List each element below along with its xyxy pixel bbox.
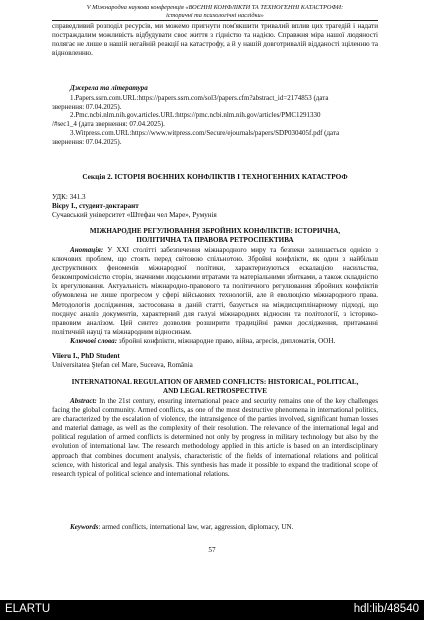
- keywords-en-label: Keywords: [70, 523, 99, 531]
- abstract-ua: [52, 246, 378, 337]
- keywords-en: [52, 523, 378, 532]
- references-heading: Джерела та література: [70, 84, 148, 92]
- article-title-ua: [52, 227, 378, 245]
- abstract-en: [52, 397, 378, 479]
- footer-handle: hdl:lib/48540: [353, 603, 419, 615]
- reference-item-3: 3.Witpress.com.URL:https://www.witpress.com/Secure/ejournals/papers/SDP030405f.pdf (дата: [70, 128, 340, 137]
- article-title-en: [52, 378, 378, 396]
- reference-item-3-cont: звернення: 07.04.2025).: [52, 137, 122, 146]
- article-title-en-line2: AND LEGAL RETROSPECTIVE: [162, 387, 268, 396]
- udc-code: УДК: 341.3: [52, 193, 86, 201]
- footer-repository-name: ELARTU: [5, 603, 51, 615]
- author-ua: Вієру І., студент-доктарант: [52, 202, 139, 210]
- intro-paragraph: справедливий розподіл ресурсів, ми можемо пригнути пом'якшити тривалий вплив цих трагедій і надати постраждалим можливість відбудувати своє життя з гідністю та надією. Справжня міра нашої людяності полягає не лише в нашій негайній реакції на катастрофу, а й у нашій довготривалій відданості зціленню та відновленню.: [52, 22, 378, 58]
- reference-item-2-cont: /#sec1_4 (дата звернення: 07.04.2025).: [52, 120, 165, 129]
- affiliation-ua: Сучавський університет «Штефан чел Маре», Румунія: [52, 211, 217, 219]
- author-en: Viieru I., PhD Student: [52, 352, 120, 360]
- reference-item-2: 2.Pmc.ncbi.nlm.nih.gov.articles.URL:https://pmc.ncbi.nlm.nih.gov/articles/PMC1291330: [70, 111, 321, 120]
- running-header: [52, 4, 378, 19]
- running-header-line1: V Міжнародна наукова конференція «ВОЄННІ КОНФЛІКТИ ТА ТЕХНОГЕННІ КАТАСТРОФИ:: [86, 4, 344, 11]
- reference-list: [52, 94, 378, 146]
- section-title: Секція 2. ІСТОРІЯ ВОЄННИХ КОНФЛІКТІВ І ТЕХНОГЕННИХ КАТАСТРОФ: [82, 172, 348, 181]
- keywords-ua-label: Ключові слова:: [70, 337, 118, 345]
- article-title-ua-line2: ПОЛІТИЧНА ТА ПРАВОВА РЕТРОСПЕКТИВА: [136, 236, 294, 245]
- reference-item-1: 1.Papers.ssrn.com.URL:https://papers.ssrn.com/sol3/papers.cfm?abstract_id=2174853 (дата: [70, 94, 329, 102]
- page-number: 57: [208, 546, 216, 554]
- running-header-line2: історичні та психологічні наслідки»: [166, 11, 264, 19]
- keywords-en-text: : armed conflicts, international law, war, aggression, diplomacy, UN.: [98, 523, 294, 531]
- header-rule: [52, 20, 378, 21]
- abstract-en-text: In the 21st century, ensuring international peace and security remains one of the key challenges facing the global community. Armed conflicts, as one of the most destructive phenomena in international politics, are characterized by the escalation of violence, the intransigence of the parties involved, significant human losses and material damage, as well as the complexity of their resolution. The relevance of the international legal and political regulation of armed conflicts is determined not only by progress in military technology but also by the evolution of international law. The research methodology applied in this article is based on an interdisciplinary approach that combines document analysis, characteristic of the fields of international relations and political science, with historical and legal analysis. This synthesis has made it possible to expand the traditional scope of research typical of political science and international relations.: [52, 397, 378, 478]
- abstract-en-label: Abstract:: [70, 397, 97, 405]
- keywords-ua-text: збройні конфлікти, міжнародне право, війна, агресія, дипломатія, ООН.: [117, 337, 336, 345]
- footer-bar: [0, 600, 424, 620]
- abstract-ua-label: Анотація:: [70, 246, 104, 254]
- article-title-en-line1: INTERNATIONAL REGULATION OF ARMED CONFLICTS: HISTORICAL, POLITICAL,: [71, 378, 359, 386]
- abstract-ua-text: У XXI столітті забезпечення міжнародного миру та безпеки залишається однією з ключових проблем, що стоять перед світовою спільнотою. Збройні конфлікти, як один з найбільш деструктивних феноменів міжнародної політики, характеризуються ескалацією насильства, безкомпромісністю сторін, значними людськими втратами та матеріальними збитками, а також складністю їх врегулювання. Актуальність міжнародно-правового та політичного регулювання збройних конфліктів обумовлена не лише прогресом у сфері військових технологій, але й еволюцією міжнародного права. Методологія дослідження, застосована в даній статті, базується на міждисциплінарному підході, що поєднує аналіз документів, характерний для галузі міжнародних відносин та політології, з історико-правовим аналізом. Цей синтез дозволив розширити традиційні рамки дослідження, притаманні політичній науці та міжнародним відносинам.: [52, 246, 378, 336]
- affiliation-en: Universitatea Ştefan cel Mare, Suceava, România: [52, 361, 193, 369]
- reference-item-1-cont: звернення: 07.04.2025).: [52, 102, 122, 111]
- article-title-ua-line1: МІЖНАРОДНЕ РЕГУЛЮВАННЯ ЗБРОЙНИХ КОНФЛІКТІВ: ІСТОРИЧНА,: [89, 227, 341, 235]
- keywords-ua: [52, 337, 378, 346]
